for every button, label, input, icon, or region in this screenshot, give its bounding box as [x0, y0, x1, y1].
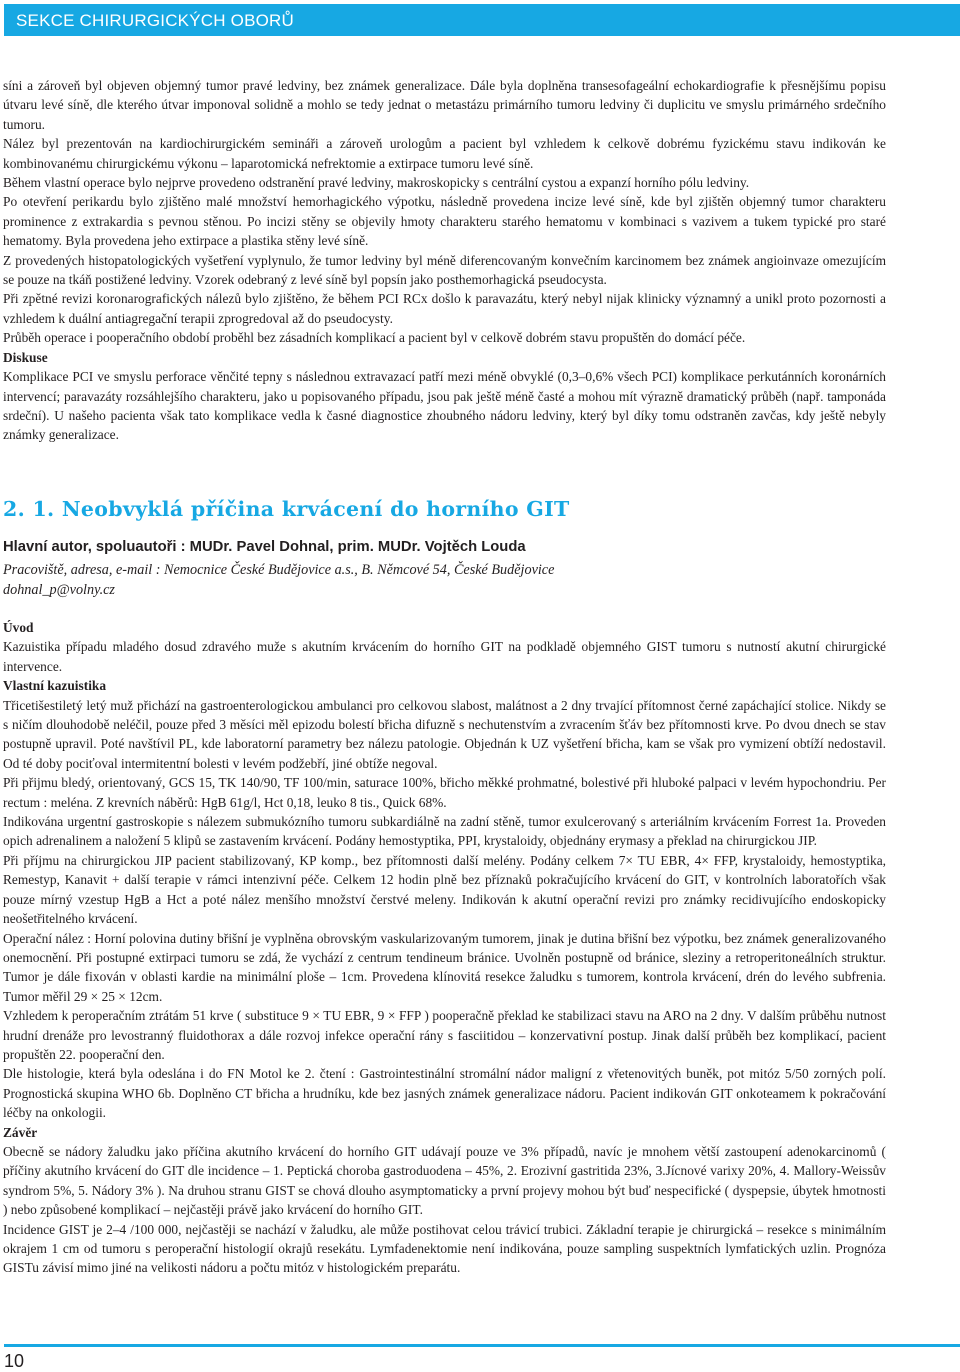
- article-affiliation: [3, 560, 886, 600]
- article-body: [3, 618, 886, 1278]
- kazuistika-paragraph: Dle histologie, která byla odeslána i do FN Motol ke 2. čtení : Gastrointestinální stromální nádor maligní z vřetenovitých buněk, pot mitóz 5/50 zorných polí. Prognostická skupina WHO 6b. Doplněno CT břicha a hrudníku, kde bez jasných známek generalizace nádoru. Pacient indikován GIT onkoteamem k pokračování léčby na onkologii.: [3, 1066, 886, 1121]
- zaver-heading: Závěr: [3, 1124, 38, 1140]
- diskuse-paragraph: Komplikace PCI ve smyslu perforace věnčité tepny s následnou extravazací patří mezi méně obvyklé (0,3–0,6% všech PCI) komplikace perkutánních koronárních intervencí; paravazáty rozsáhlejšího charakteru, jako u popisovaného případu, jsou pak ještě méně časté a mohou mít výrazně dramatický průběh (např. tamponáda srdeční). U našeho pacienta však tato komplikace vedla k časné diagnostice zhoubného nádoru ledviny, který byl díky tomu odstraněn zavčas, kdy ještě nebyly známky generalizace.: [3, 369, 886, 443]
- paragraph: Z provedených histopatologických vyšetření vyplynulo, že tumor ledviny byl méně diferencovaným konvečním karcinomem bez známek angioinvaze omezujícím se pouze na tkáň postižené ledviny. Vzorek odebraný z levé síně byl popsín jako posthemorhagická pseudocysta.: [3, 252, 886, 288]
- kazuistika-heading: Vlastní kazuistika: [3, 678, 107, 694]
- case-report-continuation: [3, 76, 886, 445]
- page-number: 10: [4, 1351, 25, 1371]
- author-email: dohnal_p@volny.cz: [3, 582, 115, 598]
- paragraph: Při zpětné revizi koronarografických nálezů bylo zjištěno, že během PCI RCx došlo k paravazátu, který nebyl nijak klinicky významný a unikl proto pozornosti a vzhledem k duální antiagregační terapii zprogredoval až do pseudocysty.: [3, 291, 886, 326]
- paragraph: Nález byl prezentován na kardiochirurgickém semináři a zároveň urologům a pacient byl vzhledem k celkově dobrému fyzickému stavu indikován ke kombinovanému chirurgickému výkonu – laparotomická nefrektomie a extirpace tumoru levé síně.: [3, 136, 886, 171]
- kazuistika-paragraph: Při přijmu bledý, orientovaný, GCS 15, TK 140/90, TF 100/min, saturace 100%, břicho měkké prohmatné, bolestivé při hluboké palpaci v levém hypochondriu. Per rectum : meléna. Z krevních náběrů: HgB 61g/l, Hct 0,18, leuko 8 tis., Quick 68%.: [3, 775, 886, 810]
- paragraph: Průběh operace i pooperačního období proběhl bez zásadních komplikací a pacient byl v celkově dobrém stavu propuštěn do domácí péče.: [3, 330, 746, 346]
- kazuistika-paragraph: Operační nález : Horní polovina dutiny břišní je vyplněna obrovským vaskularizovaným tumorem, jinak je dutina břišní bez výpotku, bez známek generalizovaného onemocnění. Při postupné extirpaci tumoru se zdá, že vychází z centrum tendineum bránice. Uvolněn postupně od bránice, sleziny a retroperitoneálních struktur. Tumor je dále fixován v oblasti kardie na minimální ploše – 1cm. Provedena klínovitá resekce žaludku s tumorem, kontrola krvácení, drén do levého subfrenia. Tumor měřil 29 × 25 × 12cm.: [3, 930, 886, 1004]
- kazuistika-paragraph: Při příjmu na chirurgickou JIP pacient stabilizovaný, KP komp., bez přítomnosti další melény. Podány celkem 7× TU EBR, 4× FFP, krystaloidy, hemostyptika, Remestyp, Kanavit + další terapie v rámci intenzivní péče. Celkem 12 hodin plně bez příznaků pokračujícího krvácení do GIT, v kontrolních laboratořích však pouze mírný vzestup HgB a Hct a poté nález menšího množství čerstvé meleny. Indikován k akutní operační revizi pro známky recidivujícího endoskopicky neošetřitelného krvácení.: [3, 852, 886, 927]
- kazuistika-paragraph: Vzhledem k peroperačním ztrátám 51 krve ( substituce 9 × TU EBR, 9 × FFP ) pooperačně překlad ke stabilizaci stavu na ARO na 2 dny. V dalším průběhu nutnost hrudní drenáže pro levostranný fluidothorax a dále rozvoj infekce operační rány s fasciitidou – konzervativní postup. Jinak další průběh bez komplikací, pacient propuštěn 22. pooperační den.: [3, 1008, 886, 1062]
- kazuistika-paragraph: Třicetišestiletý letý muž přichází na gastroenterologickou ambulanci pro celkovou slabost, malátnost a 2 dny trvající přítomnost černé zapáchající stolice. Nikdy se s ničím dlouhodobě neléčil, pouze před 3 měsíci měl epizodu bolestí břicha difuzně s nechutenstvím a zvracením šťáv bez přítomnosti krve. Po dvou dnech se stav postupně upravil. Poté navštívil PL, kde laboratorní parametry bez nálezu patologie. Objednán k UZ vyšetření břicha, kam se však pro vymizení obtíží nedostavil. Od té doby pociťoval intermitentní bolesti v levém podžebří, jiné obtíže negoval.: [3, 697, 886, 771]
- paragraph: síni a zároveň byl objeven objemný tumor pravé ledviny, bez známek generalizace. Dále byla doplněna transesofageální echokardiografie k přesnějšímu popisu útvaru levé síně, dle kterého útvar imponoval solidně a mohlo se tedy jednat o metastázu primárního tumoru ledviny či duplicitu ve smyslu primárného srdečního tumoru.: [3, 78, 886, 132]
- affiliation-line: Pracoviště, adresa, e-mail : Nemocnice České Budějovice a.s., B. Němcové 54, České Budějovice: [3, 562, 555, 578]
- uvod-heading: Úvod: [3, 620, 34, 635]
- kazuistika-paragraph: Indikována urgentní gastroskopie s nálezem submukózního tumoru subkardiálně na zadní stěně, tumor exulcerovaný s arteriálním krvácením Forrest 1a. Proveden opich adrenalinem a naložení 5 klipů se zastavením krvácení. Podány hemostyptika, PPI, krystaloidy, objednány erymasy a překlad na chirurgickou JIP.: [3, 814, 886, 849]
- footer-rule: [4, 1344, 960, 1347]
- uvod-paragraph: Kazuistika případu mladého dosud zdravého muže s akutním krvácením do horního GIT na podkladě objemného GIST tumoru s nutností akutní chirurgické intervence.: [3, 639, 886, 674]
- paragraph: Během vlastní operace bylo nejprve provedeno odstranění pravé ledviny, makroskopicky s centrální cystou a expanzí horního pólu ledviny.: [3, 175, 750, 191]
- article-authors: Hlavní autor, spoluautoři : MUDr. Pavel Dohnal, prim. MUDr. Vojtěch Louda: [3, 539, 526, 555]
- paragraph: Po otevření perikardu bylo zjištěno malé množství hemorhagického výpotku, následně provedena incize levé síně, kde byl zjištěn objemný tumor charakteru prominence z extrakardia s pevnou stěnou. Po incizi stěny se objevily hmoty charakteru starého hematomu v kombinaci s vazivem a tukem typické pro staré hematomy. Byla provedena jeho extirpace a plastika stěny levé síně.: [3, 194, 886, 249]
- section-header-title: SEKCE CHIRURGICKÝCH OBORŮ: [16, 11, 294, 30]
- diskuse-heading: Diskuse: [3, 349, 48, 365]
- article-title: 2. 1. Neobvyklá příčina krvácení do horního GIT: [3, 497, 570, 521]
- zaver-paragraph: Obecně se nádory žaludku jako příčina akutního krvácení do horního GIT udávají pouze ve 3% případů, navíc je mnohem větší zastoupení adenokarcinomů ( příčiny akutního krvácení do GIT dle incidence – 1. Peptická choroba gastroduodena – 45%, 2. Erozivní gastritida 23%, 3.Jícnové varixy 20%, 4. Mallory-Weissův syndrom 5%, 5. Nádory 3% ). Na druhou stranu GIST se chová dlouho asymptomaticky a první projevy mohou být buď nespecifické ( dyspepsie, úbytek hmotnosti ) nebo způsobené komplikací – nejčastěji právě jako krvácení do horního GIT.: [3, 1143, 886, 1218]
- section-header-band: [4, 4, 960, 36]
- zaver-paragraph: Incidence GIST je 2–4 /100 000, nejčastěji se nachází v žaludku, ale může postihovat celou trávicí trubici. Základní terapie je chirurgická – resekce s minimálním okrajem 1 cm od tumoru s peroperační histologií okrajů resekátu. Lymfadenektomie není indikována, pouze sampling suspektních lymfatických uzlin. Prognóza GISTu závisí mimo jiné na velikosti nádoru a počtu mitóz v histologickém preparátu.: [3, 1221, 886, 1276]
